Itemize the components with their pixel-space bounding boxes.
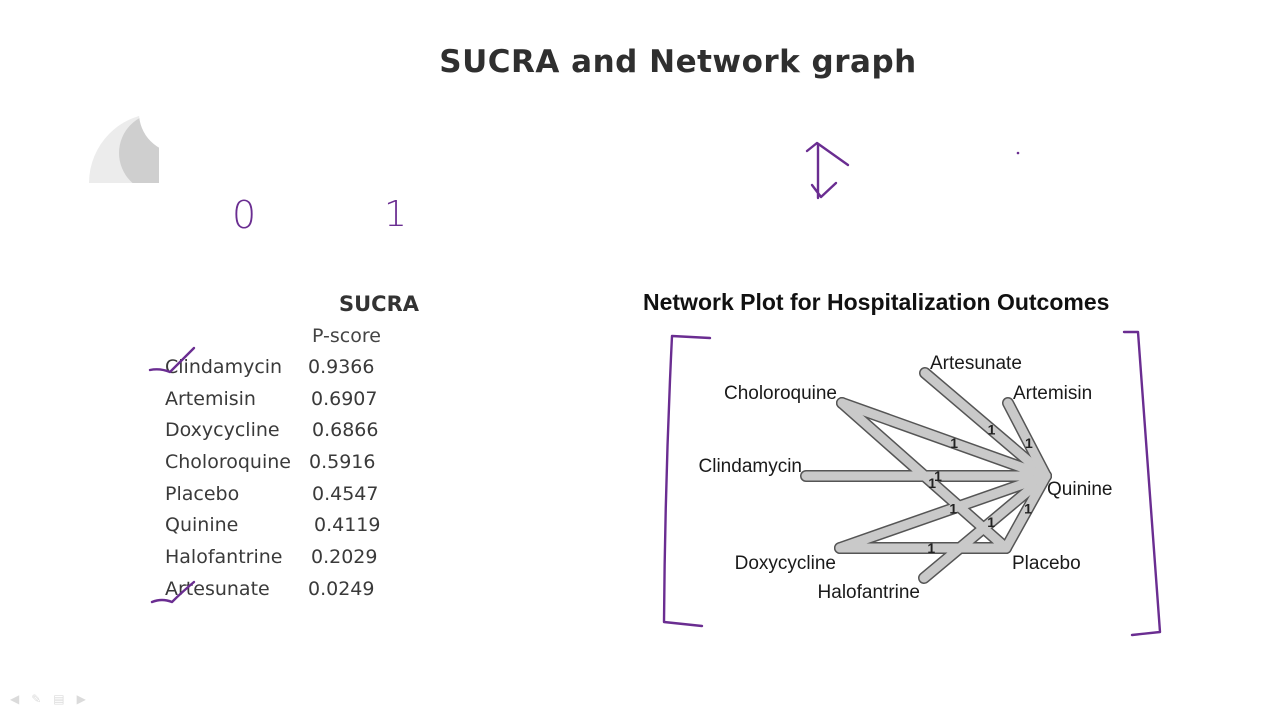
pen-icon[interactable]: ✎ bbox=[31, 692, 42, 706]
sucra-title: SUCRA bbox=[339, 292, 420, 316]
node-label-choloroquine: Choloroquine bbox=[723, 383, 837, 404]
checkmark-clindamycin bbox=[150, 348, 194, 372]
edge-weight-label: 1 bbox=[950, 435, 959, 452]
pscore-value: 0.4547 bbox=[312, 482, 379, 505]
node-label-doxycycline: Doxycycline bbox=[734, 553, 836, 574]
node-label-quinine: Quinine bbox=[1047, 479, 1113, 500]
node-label-clindamycin: Clindamycin bbox=[698, 456, 802, 477]
edge-weight-label: 1 bbox=[934, 468, 942, 484]
pscore-value: 0.6866 bbox=[312, 419, 379, 442]
treatment-name: Artesunate bbox=[165, 577, 270, 600]
edge-weight-label: 1 bbox=[928, 474, 937, 491]
node-label-halofantrine: Halofantrine bbox=[817, 582, 920, 603]
prev-icon[interactable]: ◀ bbox=[10, 692, 20, 706]
slide-title: SUCRA and Network graph bbox=[439, 44, 917, 80]
pscore-value: 0.0249 bbox=[308, 577, 375, 600]
network-plot-title: Network Plot for Hospitalization Outcomes bbox=[643, 289, 1110, 315]
menu-icon[interactable]: ▤ bbox=[53, 692, 65, 706]
checkmark-artesunate bbox=[152, 582, 194, 602]
treatment-name: Artemisin bbox=[165, 387, 256, 410]
pscore-value: 0.5916 bbox=[309, 451, 376, 474]
edge-weight-label: 1 bbox=[987, 513, 995, 530]
treatment-name: Quinine bbox=[165, 514, 239, 537]
pscore-value: 0.9366 bbox=[308, 356, 375, 378]
next-icon[interactable]: ▶ bbox=[76, 692, 86, 706]
node-label-artesunate: Artesunate bbox=[930, 353, 1022, 374]
pscore-value: 0.6907 bbox=[311, 387, 378, 410]
node-label-placebo: Placebo bbox=[1012, 553, 1081, 574]
pscore-value: 0.2029 bbox=[311, 546, 378, 569]
treatment-name: Placebo bbox=[165, 482, 240, 505]
treatment-name: Clindamycin bbox=[165, 356, 283, 378]
double-arrow-annotation bbox=[807, 143, 848, 198]
edge-weight-label: 1 bbox=[949, 500, 958, 517]
right-bracket bbox=[1124, 332, 1160, 635]
handwritten-zero: 0 bbox=[232, 193, 257, 237]
treatment-name: Halofantrine bbox=[165, 546, 283, 569]
edge-weight-label: 1 bbox=[1024, 500, 1032, 517]
treatment-name: Choloroquine bbox=[165, 451, 291, 474]
network-edges bbox=[806, 373, 1046, 578]
edge-weight-label: 1 bbox=[987, 421, 996, 438]
handwritten-one: 1 bbox=[384, 194, 407, 235]
ink-dot bbox=[1017, 152, 1020, 155]
slide-player-controls[interactable] bbox=[10, 692, 86, 706]
pscore-column-header: P-score bbox=[312, 325, 381, 347]
node-label-artemisin: Artemisin bbox=[1013, 383, 1093, 404]
pscore-value: 0.4119 bbox=[314, 514, 381, 537]
edge-weight-label: 1 bbox=[927, 540, 936, 556]
edge-weight-label: 1 bbox=[1025, 435, 1033, 452]
left-bracket bbox=[664, 336, 710, 626]
treatment-name: Doxycycline bbox=[165, 419, 280, 442]
handwritten-annotations bbox=[150, 143, 1160, 635]
